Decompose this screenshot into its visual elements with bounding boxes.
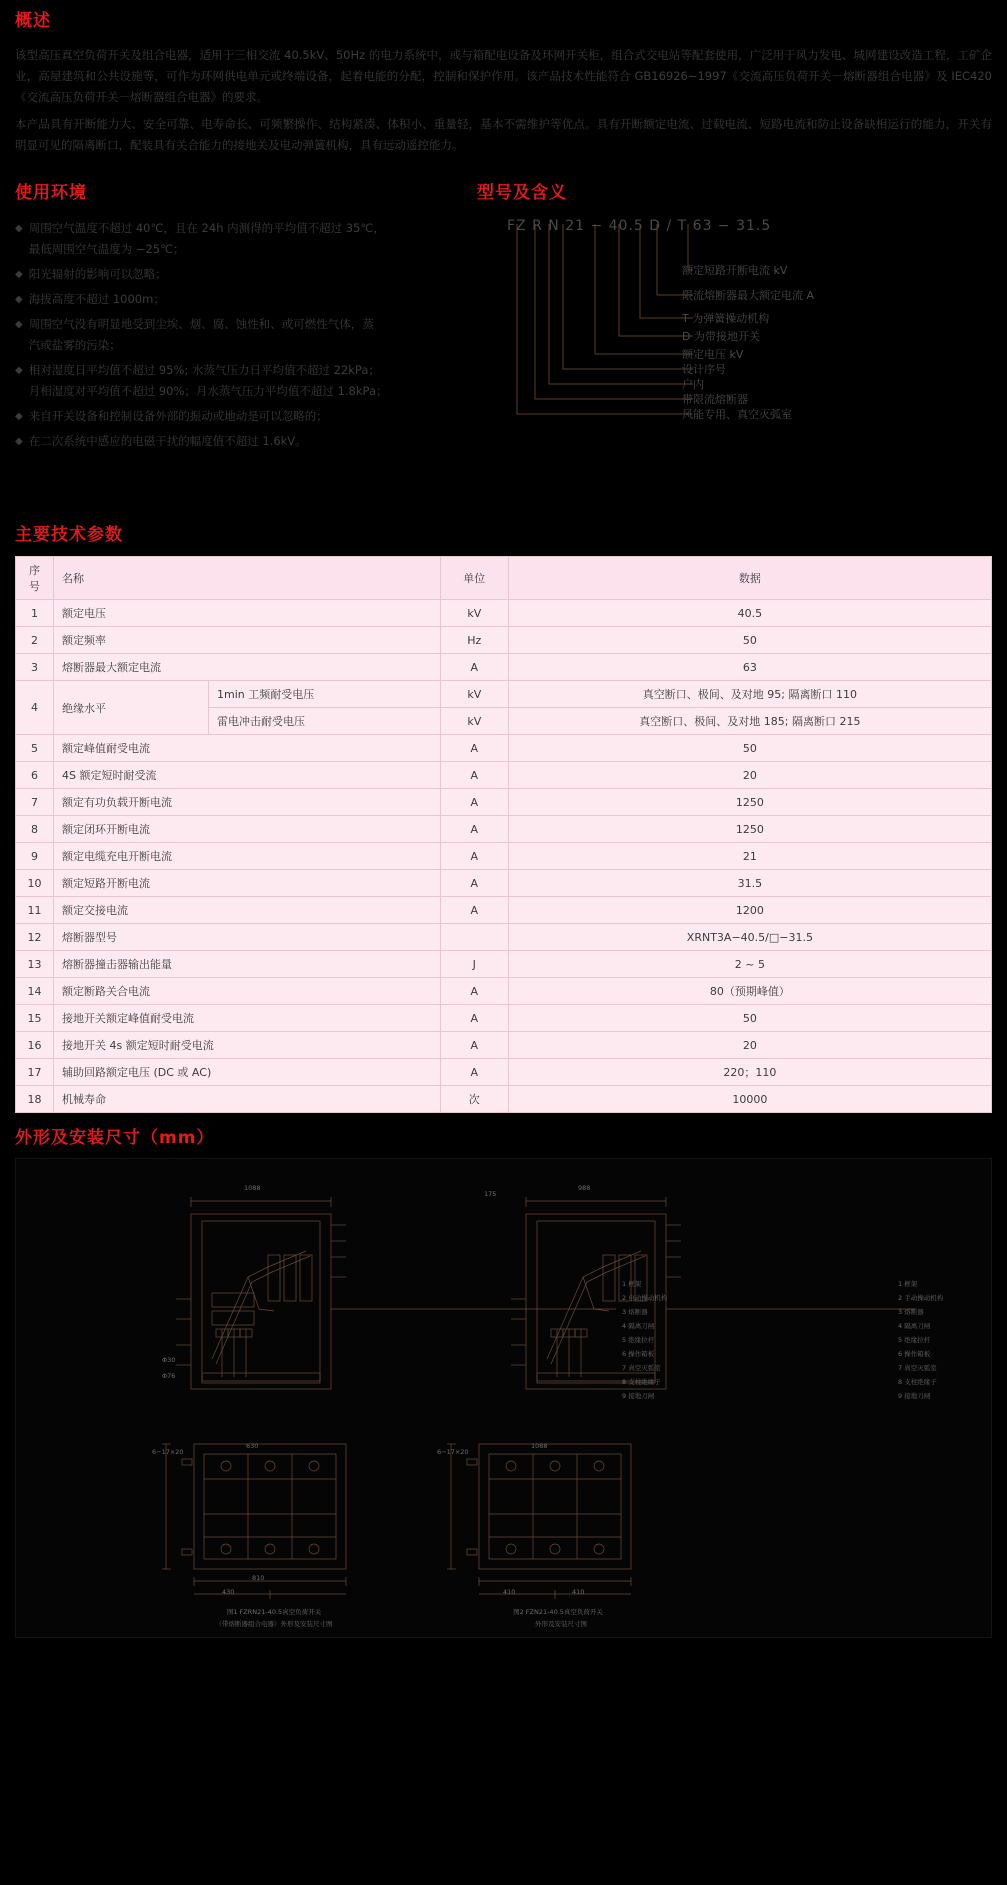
- column-header-name: 名称: [54, 557, 441, 600]
- model-label: 限流熔断器最大额定电流 A: [682, 289, 815, 303]
- dimension-value: Φ76: [162, 1371, 176, 1380]
- list-item: [15, 314, 467, 356]
- cell-name: 额定闭环开断电流: [54, 816, 441, 843]
- figure-caption: 外形及安装尺寸图: [535, 1619, 587, 1628]
- table-header-row: [16, 557, 992, 600]
- list-item-text: [29, 431, 467, 452]
- list-item: [15, 431, 467, 452]
- model-label: 户内: [682, 378, 704, 392]
- cell-name: 额定短路开断电流: [54, 870, 441, 897]
- model-designation-diagram: [477, 218, 992, 446]
- table-header: [16, 557, 992, 600]
- table-row: [16, 1086, 992, 1113]
- table-row: [16, 870, 992, 897]
- legend-item: 6 操作箱板: [898, 1349, 931, 1358]
- table-row: [16, 1059, 992, 1086]
- cell-name: 熔断器最大额定电流: [54, 654, 441, 681]
- list-item-text: [29, 360, 467, 402]
- section-spacer: [0, 456, 1007, 526]
- dimension-value: 6−17×20: [152, 1447, 184, 1456]
- cell-unit: [440, 924, 508, 951]
- column-header-unit: 单位: [440, 557, 508, 600]
- legend-item: 3 熔断器: [898, 1307, 924, 1316]
- overview-title: 概述: [15, 11, 51, 31]
- cell-no: 6: [16, 762, 54, 789]
- list-item-line: 周围空气没有明显地受到尘埃、烟、腐、蚀性和、或可燃性气体，蒸: [28, 317, 374, 332]
- cell-data: 20: [508, 762, 991, 789]
- figure-caption: 图1 FZRN21-40.5真空负荷开关: [226, 1607, 322, 1616]
- cell-unit: J: [440, 951, 508, 978]
- diamond-bullet-icon: ◆: [15, 269, 23, 281]
- cell-data: 真空断口、极间、及对地 185; 隔离断口 215: [508, 708, 991, 735]
- cell-unit: Hz: [440, 627, 508, 654]
- list-item-line: 相对湿度日平均值不超过 95%; 水蒸气压力日平均值不超过 22kPa；: [28, 363, 380, 378]
- cell-subname: 1min 工频耐受电压: [209, 681, 441, 708]
- cell-data: 21: [508, 843, 991, 870]
- legend-item: 8 支柱绝缘子: [898, 1377, 937, 1386]
- list-item: [15, 289, 467, 310]
- list-item-line: 海拔高度不超过 1000m；: [28, 292, 165, 307]
- dimension-value: 175: [484, 1189, 497, 1198]
- cell-name: 额定电压: [54, 600, 441, 627]
- model-column: [467, 184, 992, 457]
- environment-model-section: [0, 162, 1007, 457]
- table-row: [16, 1005, 992, 1032]
- list-item-text: [29, 264, 467, 285]
- cell-no: 1: [16, 600, 54, 627]
- cell-no: 4: [16, 681, 54, 735]
- legend-item: 8 支柱绝缘子: [622, 1377, 661, 1386]
- parameters-title: 主要技术参数: [15, 525, 123, 546]
- cell-no: 17: [16, 1059, 54, 1086]
- cell-subname: 雷电冲击耐受电压: [209, 708, 441, 735]
- table-row: [16, 600, 992, 627]
- technical-drawing-area: [15, 1158, 992, 1638]
- diamond-bullet-icon: ◆: [15, 411, 23, 423]
- table-row: [16, 654, 992, 681]
- specification-table: [15, 556, 992, 1113]
- cell-unit: A: [440, 870, 508, 897]
- cell-unit: A: [440, 762, 508, 789]
- table-row: [16, 627, 992, 654]
- cell-unit: kV: [440, 681, 508, 708]
- cell-name: 额定有功负载开断电流: [54, 789, 441, 816]
- cell-data: 50: [508, 1005, 991, 1032]
- cell-data: 31.5: [508, 870, 991, 897]
- legend-item: 1 框架: [622, 1279, 642, 1288]
- model-label: 带限流熔断器: [682, 393, 748, 407]
- list-item-line: 最低周围空气温度为 −25℃；: [28, 242, 185, 257]
- diamond-bullet-icon: ◆: [15, 223, 23, 235]
- cell-unit: A: [440, 1032, 508, 1059]
- dimensions-title: 外形及安装尺寸（mm）: [15, 1128, 215, 1149]
- legend-item: 2 电动操动机构: [622, 1293, 668, 1302]
- figure-caption: （带熔断器组合电器）外形及安装尺寸图: [215, 1619, 333, 1628]
- list-item: [15, 406, 467, 427]
- overview-paragraph: 本产品具有开断能力大、安全可靠、电寿命长、可频繁操作、结构紧凑、体积小、重量轻，基本不需维护等优点。具有开断额定电流、过载电流、短路电流和防止设备缺相运行的能力，开关有明显可见的隔离断口，配装具有关合能力的接地关及电动弹簧机构，具有远动遥控能力。: [15, 116, 992, 152]
- cell-name: 绝缘水平: [54, 681, 209, 735]
- legend-item: 3 熔断器: [622, 1307, 648, 1316]
- list-item-text: [29, 289, 467, 310]
- model-label: T 为弹簧操动机构: [682, 312, 770, 326]
- legend-item: 7 真空灭弧室: [898, 1363, 937, 1372]
- cell-no: 3: [16, 654, 54, 681]
- cell-unit: 次: [440, 1086, 508, 1113]
- model-label: 风能专用、真空灭弧室: [682, 408, 792, 422]
- table-row: [16, 735, 992, 762]
- cell-name: 4S 额定短时耐受流: [54, 762, 441, 789]
- table-row: [16, 897, 992, 924]
- cell-data: 1250: [508, 816, 991, 843]
- table-row: [16, 816, 992, 843]
- cell-no: 15: [16, 1005, 54, 1032]
- dimension-value: 430: [222, 1587, 235, 1596]
- cell-no: 5: [16, 735, 54, 762]
- legend-item: 4 隔离刀闸: [622, 1321, 655, 1330]
- legend-item: 4 隔离刀闸: [898, 1321, 931, 1330]
- cell-unit: A: [440, 1059, 508, 1086]
- list-item-text: [29, 314, 467, 356]
- cell-name: 接地开关额定峰值耐受电流: [54, 1005, 441, 1032]
- table-row: [16, 789, 992, 816]
- list-item: [15, 360, 467, 402]
- diamond-bullet-icon: ◆: [15, 294, 23, 306]
- overview-paragraph: 该型高压真空负荷开关及组合电器，适用于三相交流 40.5kV、50Hz 的电力系统中，或与箱配电设备及环网开关柜，组合式交电站等配套使用，广泛用于风力发电、城网建设改造工程，工矿企业，高屋建筑和公共设施等，可作为环网供电单元或终端设备，起着电能的分配，控制和保护作用。该产品技术性能符合 GB16926−1997《交流高压负荷开关－熔断器组合电器》及 IEC420《交流高压负荷开关－熔断器组合电器》的要求。: [15, 47, 992, 104]
- page-bottom-spacer: [0, 1638, 1007, 1664]
- dimension-value: 988: [578, 1183, 591, 1192]
- legend-item: 5 绝缘拉杆: [622, 1335, 655, 1344]
- legend-item: 5 绝缘拉杆: [898, 1335, 931, 1344]
- model-label: 额定电压 kV: [682, 348, 744, 362]
- figure-caption: 图2 FZN21-40.5真空负荷开关: [513, 1607, 603, 1616]
- cell-unit: A: [440, 654, 508, 681]
- dimensions-section: [0, 1113, 1007, 1638]
- list-item-line: 阳光辐射的影响可以忽略；: [28, 267, 167, 282]
- cell-data: 2 ~ 5: [508, 951, 991, 978]
- environment-column: [15, 184, 467, 457]
- cell-data: 80（预期峰值）: [508, 978, 991, 1005]
- diamond-bullet-icon: ◆: [15, 436, 23, 448]
- table-row: [16, 681, 992, 708]
- overview-section: [0, 0, 1007, 156]
- table-row: [16, 978, 992, 1005]
- cell-data: 1250: [508, 789, 991, 816]
- cell-name: 辅助回路额定电压 (DC 或 AC): [54, 1059, 441, 1086]
- cell-name: 额定交接电流: [54, 897, 441, 924]
- list-item-text: [29, 218, 467, 260]
- cell-unit: A: [440, 978, 508, 1005]
- list-item: [15, 218, 467, 260]
- cell-name: 额定电缆充电开断电流: [54, 843, 441, 870]
- cell-data: 真空断口、极间、及对地 95; 隔离断口 110: [508, 681, 991, 708]
- table-body: [16, 600, 992, 1113]
- model-code-text: FZ R N 21 − 40.5 D / T 63 − 31.5: [507, 218, 772, 235]
- cell-data: 20: [508, 1032, 991, 1059]
- cell-data: XRNT3A−40.5/□−31.5: [508, 924, 991, 951]
- cell-no: 16: [16, 1032, 54, 1059]
- parameters-section: [0, 526, 1007, 1113]
- list-item-line: 月相湿度对平均值不超过 90%；月水蒸气压力平均值不超过 1.8kPa；: [28, 384, 388, 399]
- cell-name: 额定峰值耐受电流: [54, 735, 441, 762]
- table-row: [16, 843, 992, 870]
- cell-no: 18: [16, 1086, 54, 1113]
- cell-no: 12: [16, 924, 54, 951]
- table-row: [16, 924, 992, 951]
- list-item-line: 汽或盐雾的污染；: [28, 338, 121, 353]
- dimension-value: 630: [246, 1441, 259, 1450]
- assembly-drawing-svg: [16, 1159, 992, 1638]
- cell-unit: A: [440, 816, 508, 843]
- table-row: [16, 762, 992, 789]
- cell-no: 10: [16, 870, 54, 897]
- cell-no: 14: [16, 978, 54, 1005]
- cell-data: 40.5: [508, 600, 991, 627]
- environment-title: 使用环境: [15, 182, 87, 203]
- column-header-no: 序号: [16, 557, 54, 600]
- cell-unit: A: [440, 897, 508, 924]
- dimension-value: 810: [252, 1573, 265, 1582]
- dimension-value: 410: [572, 1587, 585, 1596]
- model-label: D 为带接地开关: [682, 330, 760, 344]
- legend-item: 2 手动操动机构: [898, 1293, 944, 1302]
- cell-name: 机械寿命: [54, 1086, 441, 1113]
- table-row: [16, 1032, 992, 1059]
- cell-name: 额定断路关合电流: [54, 978, 441, 1005]
- cell-no: 2: [16, 627, 54, 654]
- cell-unit: kV: [440, 708, 508, 735]
- model-label: 设计序号: [682, 363, 726, 377]
- legend-item: 6 操作箱板: [622, 1349, 655, 1358]
- list-item-line: 周围空气温度不超过 40℃，且在 24h 内测得的平均值不超过 35℃，: [28, 221, 385, 236]
- column-header-data: 数据: [508, 557, 991, 600]
- environment-bullet-list: [15, 218, 467, 452]
- dimension-value: Φ30: [162, 1355, 176, 1364]
- cell-name: 熔断器型号: [54, 924, 441, 951]
- list-item-text: [29, 406, 467, 427]
- cell-name: 接地开关 4s 额定短时耐受电流: [54, 1032, 441, 1059]
- cell-unit: A: [440, 735, 508, 762]
- cell-data: 220；110: [508, 1059, 991, 1086]
- overview-body: [15, 45, 992, 156]
- model-title: 型号及含义: [477, 182, 567, 203]
- dimension-value: 6−17×20: [437, 1447, 469, 1456]
- legend-item: 1 框架: [898, 1279, 918, 1288]
- cell-data: 10000: [508, 1086, 991, 1113]
- diamond-bullet-icon: ◆: [15, 365, 23, 377]
- model-label: 额定短路开断电流 kV: [682, 264, 788, 278]
- cell-unit: kV: [440, 600, 508, 627]
- table-row: [16, 951, 992, 978]
- cell-name: 熔断器撞击器输出能量: [54, 951, 441, 978]
- cell-data: 1200: [508, 897, 991, 924]
- legend-item: 7 真空灭弧室: [622, 1363, 661, 1372]
- diamond-bullet-icon: ◆: [15, 319, 23, 331]
- cell-unit: A: [440, 789, 508, 816]
- cell-data: 50: [508, 627, 991, 654]
- legend-item: 9 接地刀闸: [898, 1391, 931, 1400]
- cell-no: 13: [16, 951, 54, 978]
- cell-no: 8: [16, 816, 54, 843]
- cell-no: 9: [16, 843, 54, 870]
- list-item-line: 在二次系统中感应的电磁干扰的幅度值不超过 1.6kV。: [28, 434, 307, 449]
- cell-data: 63: [508, 654, 991, 681]
- cell-unit: A: [440, 843, 508, 870]
- cell-no: 7: [16, 789, 54, 816]
- cell-no: 11: [16, 897, 54, 924]
- dimension-value: 1088: [244, 1183, 261, 1192]
- cell-unit: A: [440, 1005, 508, 1032]
- cell-name: 额定频率: [54, 627, 441, 654]
- dimension-value: 410: [503, 1587, 516, 1596]
- legend-item: 9 接地刀闸: [622, 1391, 655, 1400]
- list-item-line: 来自开关设备和控制设备外部的振动或地动是可以忽略的；: [28, 409, 328, 424]
- dimension-value: 1088: [531, 1441, 548, 1450]
- cell-data: 50: [508, 735, 991, 762]
- list-item: [15, 264, 467, 285]
